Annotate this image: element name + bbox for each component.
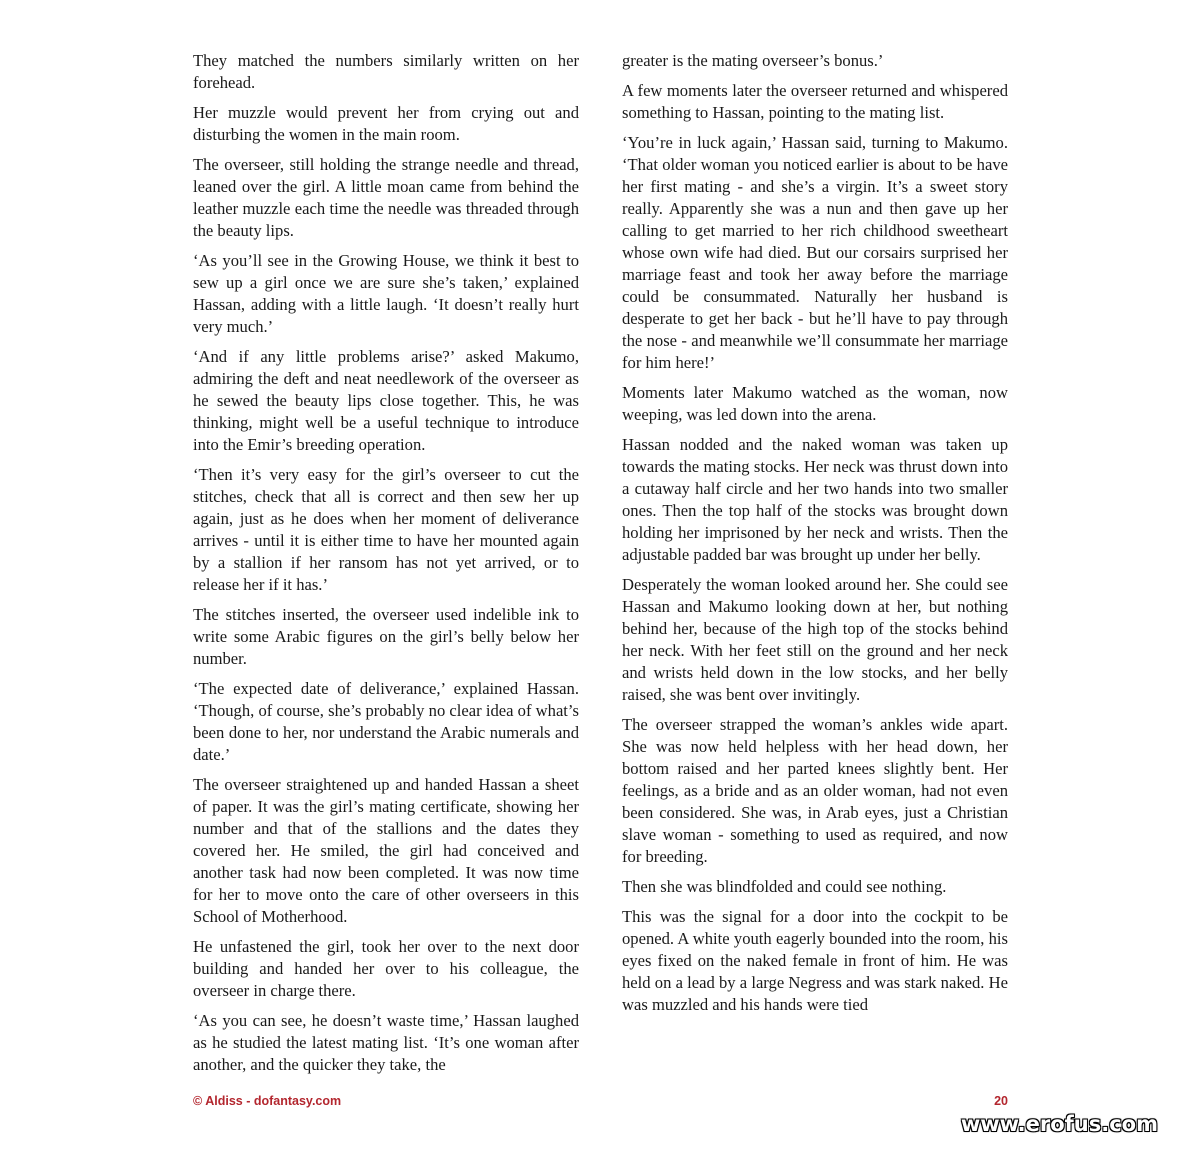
paragraph: ‘And if any little problems arise?’ asked Makumo, admiring the deft and neat needlework of the overseer as he sewed the beauty lips close together. This, he was thinking, might well be a useful technique to introduce into the Emir’s breeding operation. <box>193 347 579 454</box>
left-text-column <box>193 50 579 1084</box>
paragraph: ‘You’re in luck again,’ Hassan said, turning to Makumo. ‘That older woman you noticed earlier is about to be have her first mating - and she’s a virgin. It’s a sweet story really. Apparently she was a nun and then gave up her calling to get married to her rich childhood sweetheart whose own wife had died. But our corsairs surprised her marriage feast and took her away before the marriage could be consummated. Naturally her husband is desperate to get her back - but he’ll have to pay through the nose - and meanwhile we’ll consummate her marriage for him here!’ <box>622 133 1008 372</box>
paragraph: Then she was blindfolded and could see nothing. <box>622 877 947 896</box>
paragraph: They matched the numbers similarly written on her forehead. <box>193 51 579 92</box>
right-text-column <box>622 50 1008 1024</box>
paragraph: He unfastened the girl, took her over to the next door building and handed her over to his colleague, the overseer in charge there. <box>193 937 579 1000</box>
paragraph: Hassan nodded and the naked woman was taken up towards the mating stocks. Her neck was thrust down into a cutaway half circle and her two hands into two smaller ones. Then the top half of the stocks was brought down holding her imprisoned by her neck and wrists. Then the adjustable padded bar was brought up under her belly. <box>622 435 1008 564</box>
paragraph: ‘The expected date of deliverance,’ explained Hassan. ‘Though, of course, she’s probably no clear idea of what’s been done to her, nor understand the Arabic numerals and date.’ <box>193 679 579 764</box>
paragraph: ‘As you’ll see in the Growing House, we think it best to sew up a girl once we are sure she’s taken,’ explained Hassan, adding with a little laugh. ‘It doesn’t really hurt very much.’ <box>193 251 579 336</box>
paragraph: The overseer strapped the woman’s ankles wide apart. She was now held helpless with her head down, her bottom raised and her parted knees slightly bent. Her feelings, as a bride and as an older woman, had not even been considered. She was, in Arab eyes, just a Christian slave woman - something to used as required, and now for breeding. <box>622 715 1008 866</box>
paragraph: ‘Then it’s very easy for the girl’s overseer to cut the stitches, check that all is correct and then sew her up again, just as he does when her moment of deliverance arrives - until it is either time to have her mounted again by a stallion if her ransom has not yet arrived, or to release her if it has.’ <box>193 465 579 594</box>
paragraph: The stitches inserted, the overseer used indelible ink to write some Arabic figures on the girl’s belly below her number. <box>193 605 579 668</box>
paragraph: This was the signal for a door into the cockpit to be opened. A white youth eagerly bounded into the room, his eyes fixed on the naked female in front of him. He was held on a lead by a large Negress and was stark naked. He was muzzled and his hands were tied <box>622 907 1008 1014</box>
paragraph: ‘As you can see, he doesn’t waste time,’ Hassan laughed as he studied the latest mating list. ‘It’s one woman after another, and the quicker they take, the <box>193 1011 579 1074</box>
paragraph: Moments later Makumo watched as the woman, now weeping, was led down into the arena. <box>622 383 1008 424</box>
paragraph: greater is the mating overseer’s bonus.’ <box>622 51 884 70</box>
paragraph: The overseer straightened up and handed Hassan a sheet of paper. It was the girl’s mating certificate, showing her number and that of the stallions and the dates they covered her. He smiled, the girl had conceived and another task had now been completed. It was now time for her to move onto the care of other overseers in this School of Motherhood. <box>193 775 579 926</box>
paragraph: The overseer, still holding the strange needle and thread, leaned over the girl. A little moan came from behind the leather muzzle each time the needle was threaded through the beauty lips. <box>193 155 579 240</box>
page-number: 20 <box>994 1094 1008 1108</box>
copyright-footer: © Aldiss - dofantasy.com <box>193 1094 342 1108</box>
paragraph: A few moments later the overseer returned and whispered something to Hassan, pointing to the mating list. <box>622 81 1008 122</box>
paragraph: Desperately the woman looked around her. She could see Hassan and Makumo looking down at her, but nothing behind her, because of the high top of the stocks behind her neck. With her feet still on the ground and her neck and wrists held down in the low stocks, and her belly raised, she was bent over invitingly. <box>622 575 1008 704</box>
paragraph: Her muzzle would prevent her from crying out and disturbing the women in the main room. <box>193 103 579 144</box>
site-watermark: www.erofus.com <box>960 1112 1158 1136</box>
